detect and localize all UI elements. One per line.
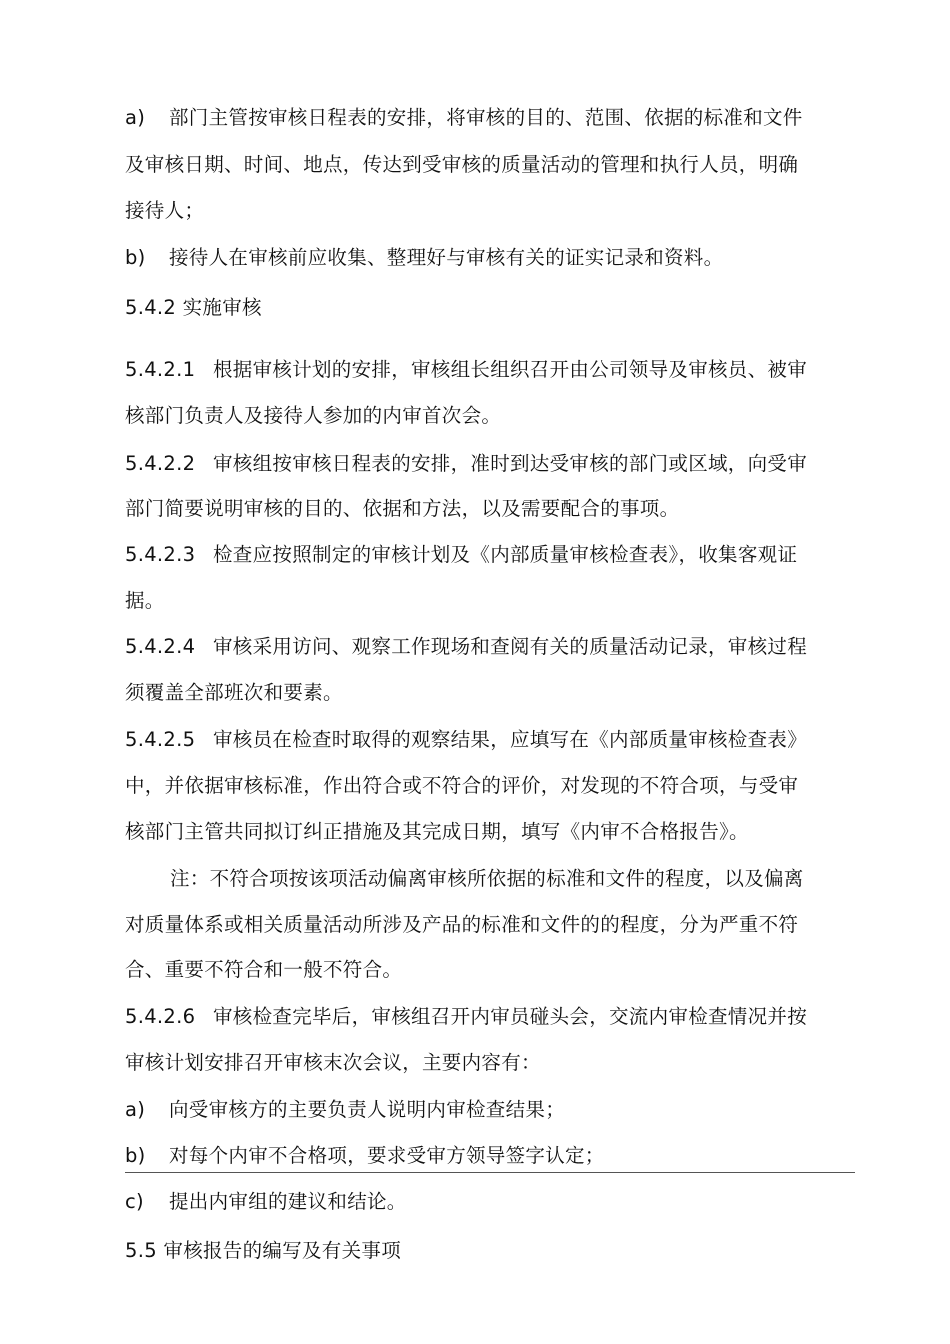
paragraph-text: 审核采用访问、观察工作现场和查阅有关的质量活动记录，审核过程 [213,635,808,658]
clause-number: 5.4.2.5 [125,728,196,751]
paragraph-line [125,403,501,429]
paragraph-text: 及审核日期、时间、地点，传达到受审核的质量活动的管理和执行人员，明确 [125,153,799,176]
paragraph-text: 审核计划安排召开审核末次会议，主要内容有： [125,1051,541,1074]
paragraph-text: 部门主管按审核日程表的安排，将审核的目的、范围、依据的标准和文件 [169,106,803,129]
list-marker: b) [125,1144,146,1167]
paragraph-text: 据。 [125,589,165,612]
section-heading [125,1238,401,1264]
paragraph-line [125,198,204,224]
paragraph-line [125,957,402,983]
paragraph-text: 核部门负责人及接待人参加的内审首次会。 [125,404,502,427]
paragraph-line [125,773,798,799]
paragraph-line [125,496,679,522]
paragraph-text: 接待人在审核前应收集、整理好与审核有关的证实记录和资料。 [169,246,724,269]
clause-number: 5.4.2.4 [125,635,196,658]
paragraph-text: 核部门主管共同拟订纠正措施及其完成日期，填写《内审不合格报告》。 [125,820,749,843]
paragraph-text: 对每个内审不合格项，要求受审方领导签字认定； [169,1144,605,1167]
paragraph-text: 合、重要不符合和一般不符合。 [125,958,403,981]
paragraph-text: 接待人； [125,199,205,222]
clause-5-4-2-6 [125,1004,807,1030]
heading-text: 5.5 审核报告的编写及有关事项 [125,1239,402,1262]
list-marker: b) [125,246,146,269]
paragraph-line [125,912,798,938]
list-item-a [125,1097,565,1123]
list-marker: a) [125,106,146,129]
paragraph-text: 部门简要说明审核的目的、依据和方法，以及需要配合的事项。 [125,497,680,520]
paragraph-line [125,680,343,706]
paragraph-text: 提出内审组的建议和结论。 [169,1190,407,1213]
note-paragraph [170,866,804,892]
clause-5-4-2-1 [125,357,807,383]
clause-number: 5.4.2.1 [125,358,196,381]
paragraph-text: 检查应按照制定的审核计划及《内部质量审核检查表》，收集客观证 [213,543,798,566]
heading-text: 5.4.2 实施审核 [125,296,262,319]
note-text: 注：不符合项按该项活动偏离审核所依据的标准和文件的程度，以及偏离 [170,867,804,890]
paragraph-text: 对质量体系或相关质量活动所涉及产品的标准和文件的的程度，分为严重不符 [125,913,799,936]
paragraph-text: 须覆盖全部班次和要素。 [125,681,343,704]
section-heading [125,295,262,321]
paragraph-line [125,152,798,178]
list-item-b [125,245,723,271]
paragraph-line [125,588,165,614]
list-item-c [125,1189,407,1215]
paragraph-line [125,1050,541,1076]
clause-number: 5.4.2.2 [125,452,196,475]
clause-5-4-2-3 [125,542,797,568]
paragraph-text: 向受审核方的主要负责人说明内审检查结果； [169,1098,566,1121]
paragraph-line [125,819,749,845]
list-marker: a) [125,1098,146,1121]
clause-number: 5.4.2.6 [125,1005,196,1028]
clause-5-4-2-2 [125,451,807,477]
paragraph-text: 中，并依据审核标准，作出符合或不符合的评价，对发现的不符合项，与受审 [125,774,799,797]
clause-number: 5.4.2.3 [125,543,196,566]
clause-5-4-2-5 [125,727,807,753]
paragraph-text: 审核检查完毕后，审核组召开内审员碰头会，交流内审检查情况并按 [213,1005,808,1028]
paragraph-text: 审核员在检查时取得的观察结果，应填写在《内部质量审核检查表》 [213,728,808,751]
list-item-a [125,105,803,131]
horizontal-divider [125,1172,855,1173]
paragraph-text: 根据审核计划的安排，审核组长组织召开由公司领导及审核员、被审 [213,358,808,381]
paragraph-text: 审核组按审核日程表的安排，准时到达受审核的部门或区域，向受审 [213,452,808,475]
list-marker: c) [125,1190,144,1213]
clause-5-4-2-4 [125,634,807,660]
list-item-b [125,1143,605,1169]
